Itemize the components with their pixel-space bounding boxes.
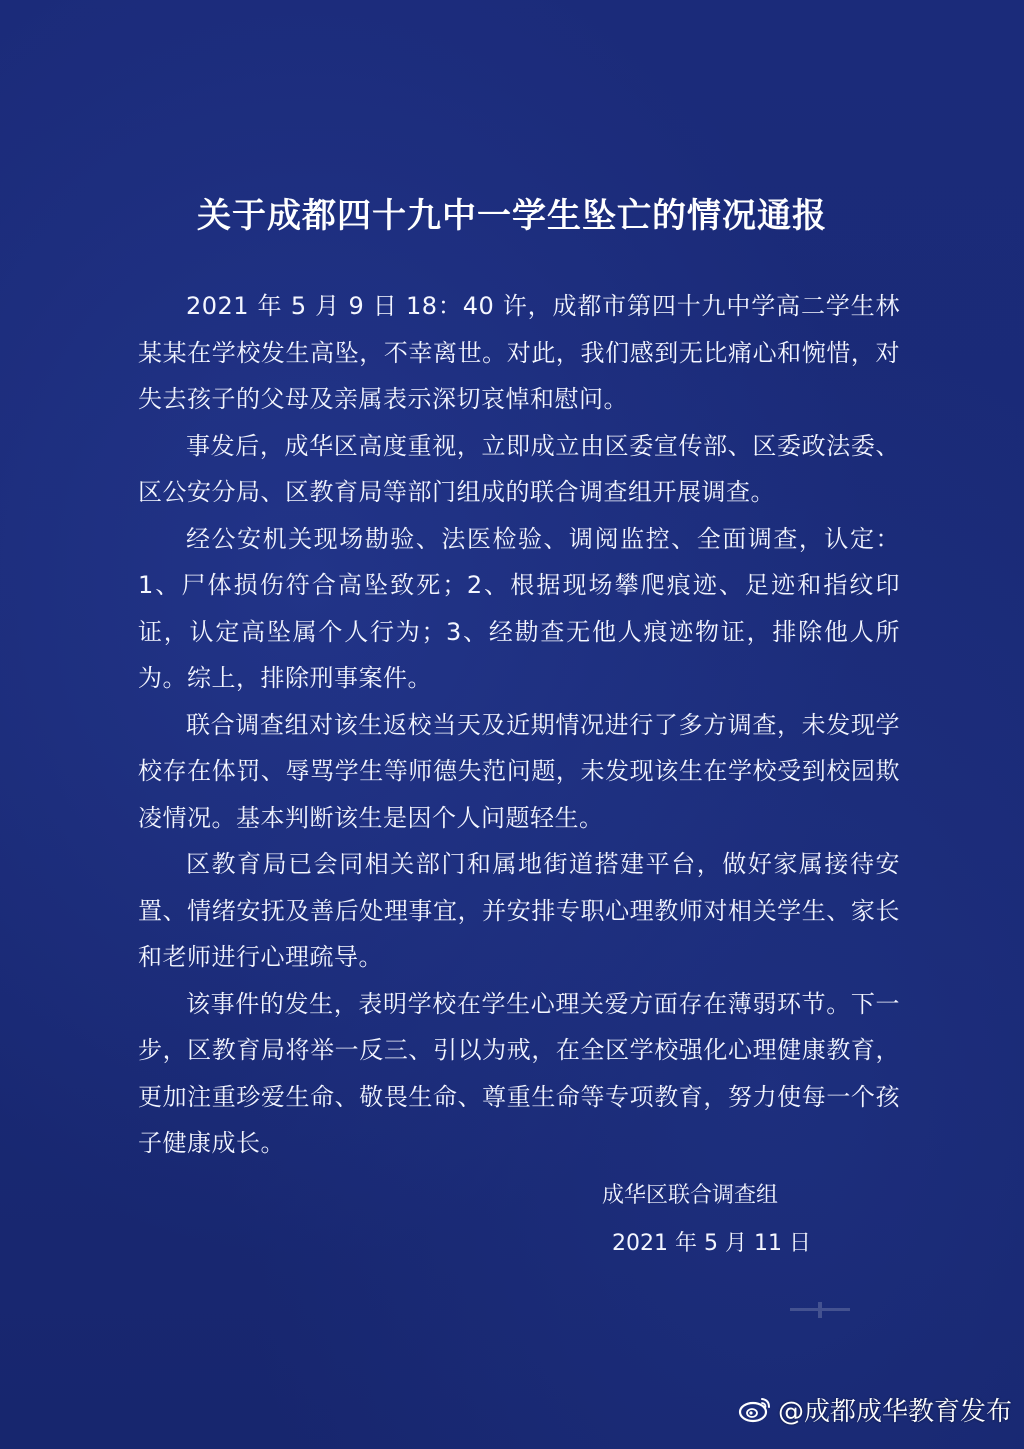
faint-mark bbox=[790, 1302, 850, 1318]
signature-date: 2021 年 5 月 11 日 bbox=[612, 1231, 811, 1256]
paragraph-1: 2021 年 5 月 9 日 18：40 许，成都市第四十九中学高二学生林某某在学校发生高坠，不幸离世。对此，我们感到无比痛心和惋惜，对失去孩子的父母及亲属表示深切哀悼和慰问。 bbox=[138, 292, 900, 413]
notice-body bbox=[138, 283, 900, 1167]
watermark-text: @成都成华教育发布 bbox=[777, 1396, 1012, 1427]
paragraph-2: 事发后，成华区高度重视，立即成立由区委宣传部、区委政法委、区公安分局、区教育局等部门组成的联合调查组开展调查。 bbox=[138, 431, 900, 506]
weibo-icon bbox=[738, 1395, 772, 1423]
paragraph-3: 经公安机关现场勘验、法医检验、调阅监控、全面调查，认定：1、尸体损伤符合高坠致死；2、根据现场攀爬痕迹、足迹和指纹印证，认定高坠属个人行为；3、经勘查无他人痕迹物证，排除他人所为。综上，排除刑事案件。 bbox=[138, 524, 900, 692]
paragraph-4: 联合调查组对该生返校当天及近期情况进行了多方调查，未发现学校存在体罚、辱骂学生等师德失范问题，未发现该生在学校受到校园欺凌情况。基本判断该生是因个人问题轻生。 bbox=[138, 710, 900, 832]
signature-block bbox=[600, 1172, 900, 1268]
signature-org: 成华区联合调查组 bbox=[602, 1183, 779, 1208]
paragraph-5: 区教育局已会同相关部门和属地街道搭建平台，做好家属接待安置、情绪安抚及善后处理事宜，并安排专职心理教师对相关学生、家长和老师进行心理疏导。 bbox=[138, 850, 900, 971]
notice-title: 关于成都四十九中一学生坠亡的情况通报 bbox=[197, 196, 827, 236]
paragraph-6: 该事件的发生，表明学校在学生心理关爱方面存在薄弱环节。下一步，区教育局将举一反三、引以为戒，在全区学校强化心理健康教育，更加注重珍爱生命、敬畏生命、尊重生命等专项教育，努力使每一个孩子健康成长。 bbox=[138, 989, 900, 1157]
weibo-watermark bbox=[738, 1389, 1012, 1429]
